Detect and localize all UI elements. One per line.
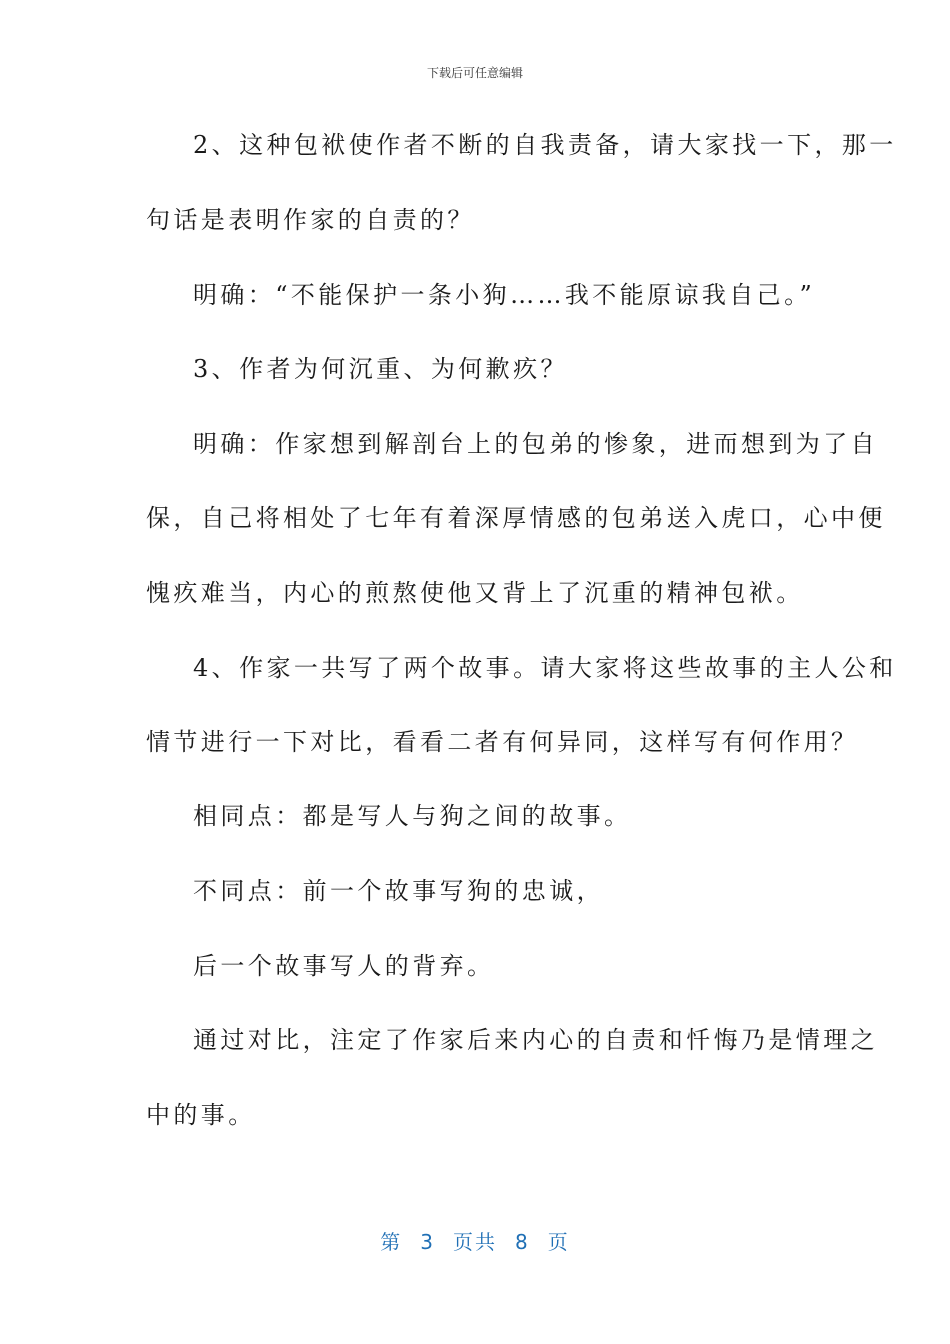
text-line: 中的事。: [146, 1101, 256, 1129]
text-line: 4、作家一共写了两个故事。请大家将这些故事的主人公和: [193, 654, 897, 682]
text-line: 明确：作家想到解剖台上的包弟的惨象，进而想到为了自: [193, 430, 878, 458]
text-line: 不同点：前一个故事写狗的忠诚，: [193, 877, 604, 905]
text-line: 相同点：都是写人与狗之间的故事。: [193, 802, 632, 830]
text-line: 后一个故事写人的背弃。: [193, 952, 495, 980]
text-line: 通过对比，注定了作家后来内心的自责和忏悔乃是情理之: [193, 1026, 878, 1054]
page-label-post: 页: [547, 1230, 570, 1254]
page-number: 3: [420, 1230, 435, 1254]
page-label-pre: 第: [380, 1230, 403, 1254]
text-line: 3、作者为何沉重、为何歉疚？: [193, 355, 568, 383]
text-line: 句话是表明作家的自责的？: [146, 206, 475, 234]
total-pages: 8: [515, 1230, 530, 1254]
text-line: 愧疚难当，内心的煎熬使他又背上了沉重的精神包袱。: [146, 579, 804, 607]
page-footer: [0, 1226, 950, 1255]
text-line: 保，自己将相处了七年有着深厚情感的包弟送入虎口，心中便: [146, 504, 886, 532]
text-line: 2、这种包袱使作者不断的自我责备，请大家找一下，那一: [193, 131, 897, 159]
text-line: 明确：“不能保护一条小狗……我不能原谅我自己。”: [193, 281, 816, 309]
text-line: 情节进行一下对比，看看二者有何异同，这样写有何作用？: [146, 728, 859, 756]
page-header: 下载后可任意编辑: [426, 66, 523, 80]
page-label-mid: 页共: [453, 1230, 497, 1254]
